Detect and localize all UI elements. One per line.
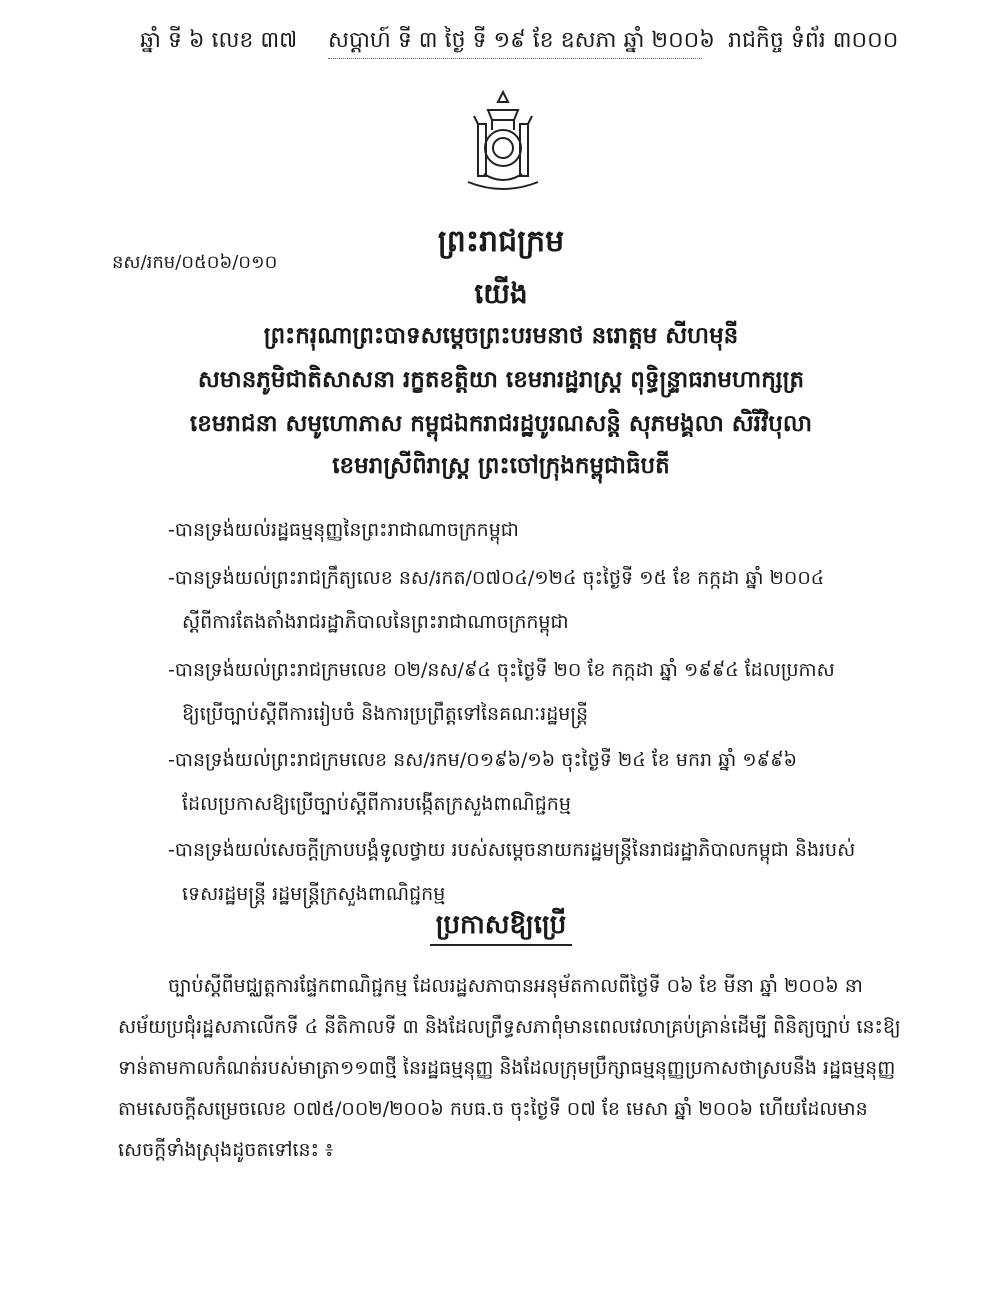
visa-item	[168, 566, 928, 634]
gazette-issue: ឆ្នាំ ទី ៦ លេខ ៣៧	[140, 28, 298, 53]
king-title-line: ព្រះករុណាព្រះបាទសម្តេចព្រះបរមនាថ នរោត្តម សីហមុនី	[263, 323, 739, 349]
we-heading: យើង	[474, 277, 528, 310]
proclaim-heading: ប្រកាសឱ្យប្រើ	[435, 910, 567, 940]
visa-continuation: ឱ្យប្រើច្បាប់ស្តីពីការរៀបចំ និងការប្រព្រឹត្តទៅនៃគណៈរដ្ឋមន្ត្រី	[182, 703, 589, 725]
royal-emblem-icon	[448, 86, 558, 196]
visa-text: -បានទ្រង់យល់រដ្ឋធម្មនុញ្ញនៃព្រះរាជាណាចក្រកម្ពុជា	[168, 519, 519, 541]
visa-text: -បានទ្រង់យល់ព្រះរាជក្រឹត្យលេខ នស/រកត/០៧០៤/១២៤ ចុះថ្ងៃទី ១៥ ខែ កក្កដា ឆ្នាំ ២០០៤	[168, 567, 825, 589]
visa-item	[168, 518, 928, 542]
visa-item	[168, 748, 928, 816]
king-title-line: សមានភូមិជាតិសាសនា រក្ខតខត្តិយា ខេមរារដ្ឋរាស្ត្រ ពុទ្ធិន្ទ្រាធរាមហាក្សត្រ	[197, 367, 805, 393]
gazette-header	[0, 26, 1002, 56]
proclaim-underline	[430, 944, 572, 946]
king-title-line: ខេមរាស្រីពិរាស្ត្រ ព្រះចៅក្រុងកម្ពុជាធិបតី	[332, 453, 670, 479]
gazette-page: រាជកិច្ច ទំព័រ ៣០០០	[728, 28, 899, 53]
document-title: ព្រះរាជក្រម	[437, 224, 565, 259]
visa-text: -បានទ្រង់យល់សេចក្តីក្រាបបង្គំទូលថ្វាយ របស់សម្តេចនាយករដ្ឋមន្ត្រីនៃរាជរដ្ឋាភិបាលកម្ពុជា និងរបស់	[168, 839, 856, 861]
king-title-line: ខេមរាជនា សមូហោភាស កម្ពុជឯករាជរដ្ឋបូរណសន្តិ សុភមង្គលា សិរីវិបុលា	[189, 411, 813, 437]
visa-continuation: ស្តីពីការតែងតាំងរាជរដ្ឋាភិបាលនៃព្រះរាជាណាចក្រកម្ពុជា	[182, 611, 569, 633]
visa-item	[168, 658, 928, 726]
visa-continuation: ទេសរដ្ឋមន្ត្រី រដ្ឋមន្ត្រីក្រសួងពាណិជ្ជកម្ម	[182, 883, 446, 905]
visa-text: -បានទ្រង់យល់ព្រះរាជក្រមលេខ នស/រកម/០១៩៦/១៦ ចុះថ្ងៃទី ២៤ ខែ មករា ឆ្នាំ ១៩៩៦	[168, 749, 797, 771]
visa-continuation: ដែលប្រកាសឱ្យប្រើច្បាប់ស្តីពីការបង្កើតក្រសួងពាណិជ្ជកម្ម	[182, 793, 571, 815]
gazette-date: សប្តាហ៍ ទី ៣ ថ្ងៃ ទី ១៩ ខែ ឧសភា ឆ្នាំ ២០០៦	[328, 28, 715, 53]
body-paragraph: ច្បាប់ស្តីពីមជ្ឈត្តការផ្ទែកពាណិជ្ជកម្ម ដែលរដ្ឋសភាបានអនុម័តកាលពីថ្ងៃទី ០៦ ខែ មីនា ឆ្នាំ ២០០៦ នាសម័យប្រជុំរដ្ឋសភាលើកទី ៤ នីតិកាលទី ៣ និងដែលព្រឹទ្ធសភាពុំមានពេលវេលាគ្រប់គ្រាន់ដើម្បី ពិនិត្យច្បាប់ នេះឱ្យទាន់តាមកាលកំណត់របស់មាត្រា១១៣ថ្មី នៃរដ្ឋធម្មនុញ្ញ និងដែលក្រុមប្រឹក្សាធម្មនុញ្ញប្រកាសថាស្របនឹង រដ្ឋធម្មនុញ្ញតាមសេចក្តីសម្រេចលេខ ០៧៥/០០២/២០០៦ កបធ.ច ចុះថ្ងៃទី ០៧ ខែ មេសា ឆ្នាំ ២០០៦ ហើយដែលមានសេចក្តីទាំងស្រុងដូចតទៅនេះ ៖	[118, 975, 901, 1161]
reference-number: នស/រកម/០៥០៦/០១០	[112, 252, 278, 273]
visa-text: -បានទ្រង់យល់ព្រះរាជក្រមលេខ ០២/នស/៩៤ ចុះថ្ងៃទី ២០ ខែ កក្កដា ឆ្នាំ ១៩៩៤ ដែលប្រកាស	[168, 659, 835, 681]
header-dotted-line	[328, 58, 702, 59]
visa-item	[168, 838, 928, 906]
